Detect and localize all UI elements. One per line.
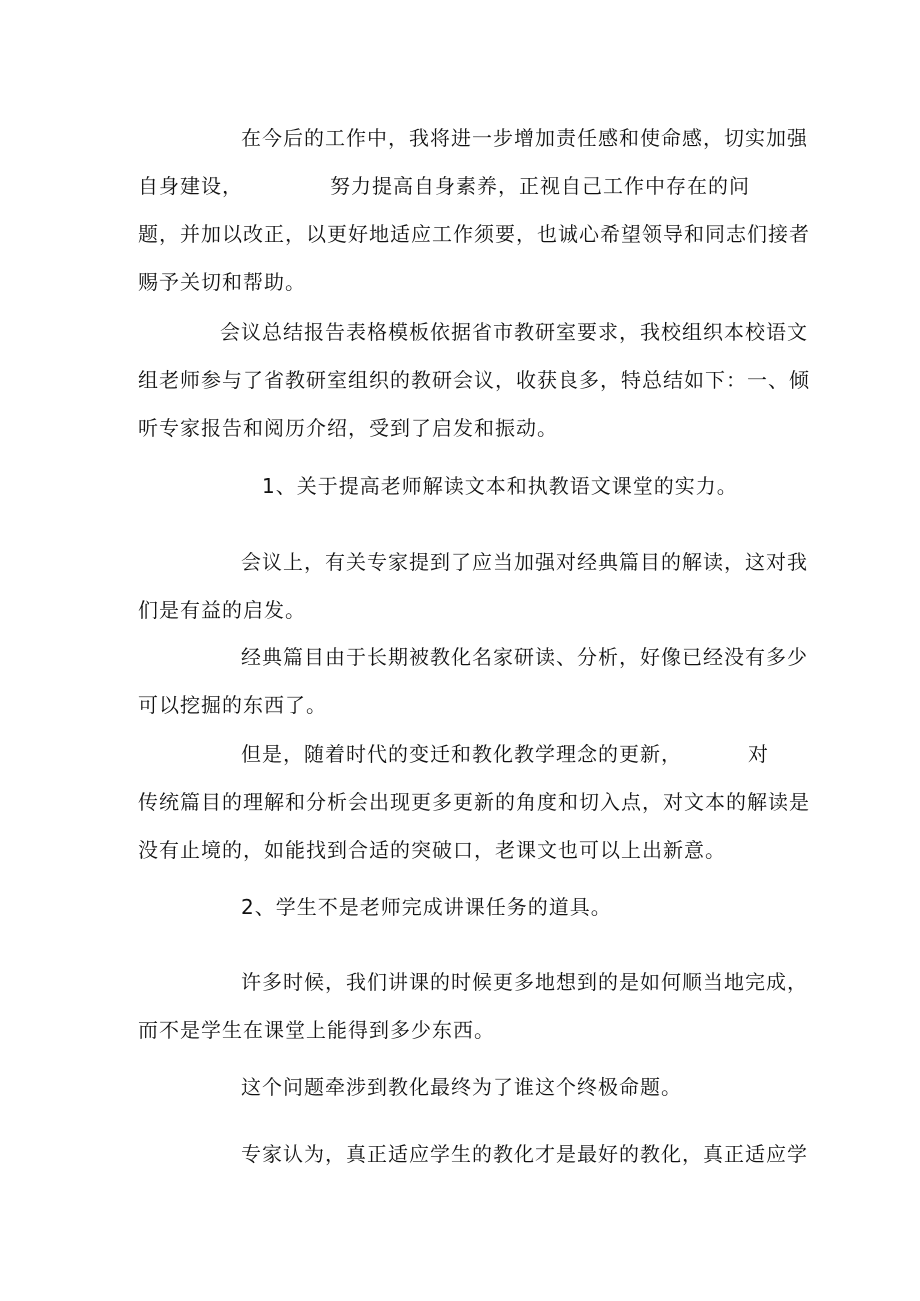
paragraph-6-line-1b: 对: [748, 742, 769, 766]
paragraph-8-line-2: 而不是学生在课堂上能得到多少东西。: [138, 1018, 495, 1042]
paragraph-1-line-4: 赐予关切和帮助。: [138, 270, 306, 294]
paragraph-8-line-1: 许多时候，我们讲课的时候更多地想到的是如何顺当地完成，: [241, 970, 808, 994]
paragraph-4-line-2: 们是有益的启发。: [138, 598, 306, 622]
paragraph-4-line-1: 会议上，有关专家提到了应当加强对经典篇目的解读，这对我: [241, 550, 808, 574]
paragraph-1-line-1: 在今后的工作中，我将进一步增加责任感和使命感，切实加强: [241, 126, 808, 150]
paragraph-9-line-1: 这个问题牵涉到教化最终为了谁这个终极命题。: [241, 1075, 682, 1099]
paragraph-1-line-3: 题，并加以改正，以更好地适应工作须要，也诚心希望领导和同志们接者: [138, 222, 810, 246]
paragraph-1-line-2a: 自身建设，: [138, 174, 243, 198]
paragraph-2-line-1: 会议总结报告表格模板依据省市教研室要求，我校组织本校语文: [220, 320, 808, 344]
paragraph-2-line-2: 组老师参与了省教研室组织的教研会议，收获良多，特总结如下：一、倾: [138, 368, 810, 392]
section-heading-1: 1、关于提高老师解读文本和执教语文课堂的实力。: [262, 474, 738, 498]
paragraph-6-line-1a: 但是，随着时代的变迁和教化教学理念的更新，: [241, 742, 682, 766]
paragraph-1-line-2b: 努力提高自身素养，正视自己工作中存在的问: [330, 174, 750, 198]
paragraph-6-line-3: 没有止境的，如能找到合适的突破口，老课文也可以上出新意。: [138, 838, 726, 862]
section-heading-2: 2、学生不是老师完成讲课任务的道具。: [241, 895, 612, 919]
paragraph-6-line-2: 传统篇目的理解和分析会出现更多更新的角度和切入点，对文本的解读是: [138, 790, 810, 814]
paragraph-10-line-1: 专家认为，真正适应学生的教化才是最好的教化，真正适应学: [241, 1142, 808, 1166]
paragraph-5-line-1: 经典篇目由于长期被教化名家研读、分析，好像已经没有多少: [241, 645, 808, 669]
paragraph-5-line-2: 可以挖掘的东西了。: [138, 693, 327, 717]
paragraph-2-line-3: 听专家报告和阅历介绍，受到了启发和振动。: [138, 416, 558, 440]
